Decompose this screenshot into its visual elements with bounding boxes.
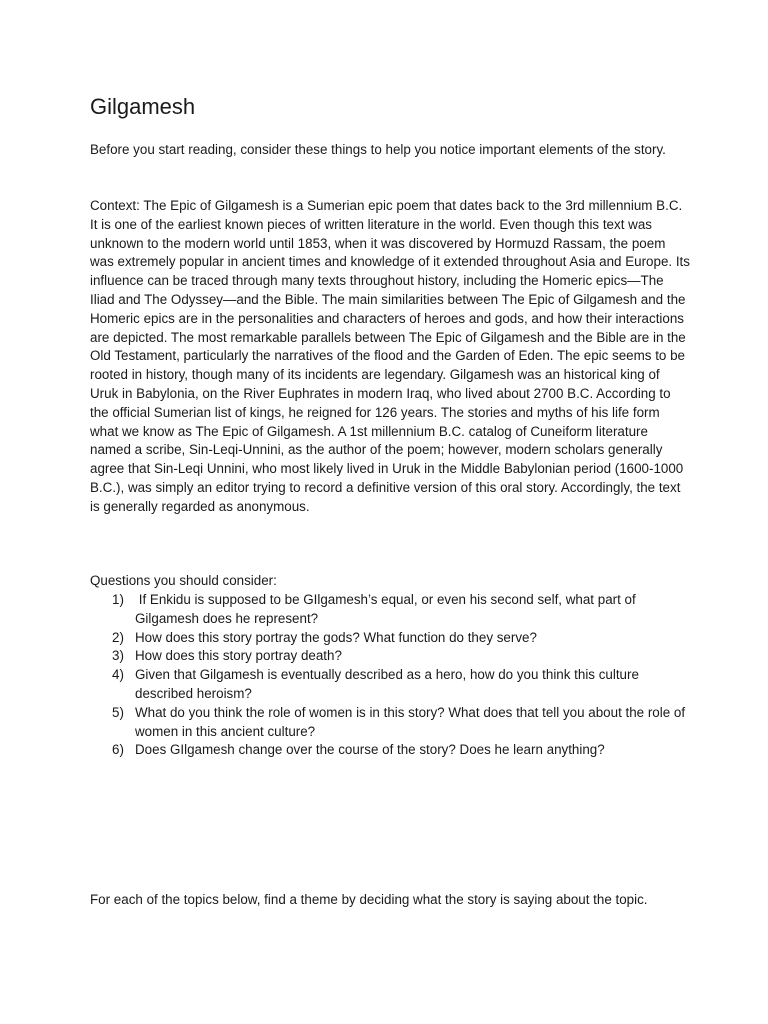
topics-intro-paragraph: For each of the topics below, find a theme by deciding what the story is saying about the topic. [90, 892, 648, 907]
document-title: Gilgamesh [90, 94, 196, 119]
questions-list [90, 591, 690, 760]
question-item [90, 704, 690, 742]
question-item [90, 741, 690, 760]
question-text: Does GIlgamesh change over the course of the story? Does he learn anything? [135, 742, 605, 758]
question-text: What do you think the role of women is in this story? What does that tell you about the role of women in this ancient culture? [135, 704, 686, 739]
question-text: If Enkidu is supposed to be GIlgamesh’s equal, or even his second self, what part of Gilgamesh does he represent? [135, 592, 636, 626]
question-text: How does this story portray death? [135, 648, 342, 664]
question-text: Given that Gilgamesh is eventually described as a hero, how do you think this culture described heroism? [135, 667, 639, 701]
question-number: 3) [112, 648, 124, 664]
question-number: 5) [112, 704, 124, 720]
question-number: 1) [112, 592, 124, 607]
question-text: How does this story portray the gods? What function do they serve? [135, 629, 537, 645]
questions-heading: Questions you should consider: [90, 573, 277, 588]
question-item [90, 647, 690, 666]
question-number: 4) [112, 667, 124, 683]
question-number: 2) [112, 629, 124, 645]
question-item [90, 666, 690, 704]
question-item [90, 629, 690, 648]
question-number: 6) [112, 742, 124, 758]
intro-paragraph: Before you start reading, consider these things to help you notice important elements of the story. [90, 142, 666, 157]
context-paragraph: Context: The Epic of Gilgamesh is a Sumerian epic poem that dates back to the 3rd millennium B.C. It is one of the earliest known pieces of written literature in the world. Even though this text was unknown to the modern world until 1853, when it was discovered by Hormuzd Rassam, the poem was extremely popular in ancient times and knowledge of it extended throughout Asia and Europe. Its influence can be traced through many texts throughout history, including the Homeric epics—The Iliad and The Odyssey—and the Bible. The main similarities between The Epic of Gilgamesh and the Homeric epics are in the personalities and characters of heroes and gods, and how their interactions are depicted. The most remarkable parallels between The Epic of Gilgamesh and the Bible are in the Old Testament, particularly the narratives of the flood and the Garden of Eden. The epic seems to be rooted in history, though many of its incidents are legendary. Gilgamesh was an historical king of Uruk in Babylonia, on the River Euphrates in modern Iraq, who lived about 2700 B.C. According to the official Sumerian list of kings, he reigned for 126 years. The stories and myths of his life form what we know as The Epic of Gilgamesh. A 1st millennium B.C. catalog of Cuneiform literature named a scribe, Sin-Leqi-Unnini, as the author of the poem; however, modern scholars generally agree that Sin-Leqi Unnini, who most likely lived in Uruk in the Middle Babylonian period (1600-1000 B.C.), was simply an editor trying to record a definitive version of this oral story. Accordingly, the text is generally regarded as anonymous. [90, 198, 690, 514]
question-item [90, 591, 690, 629]
